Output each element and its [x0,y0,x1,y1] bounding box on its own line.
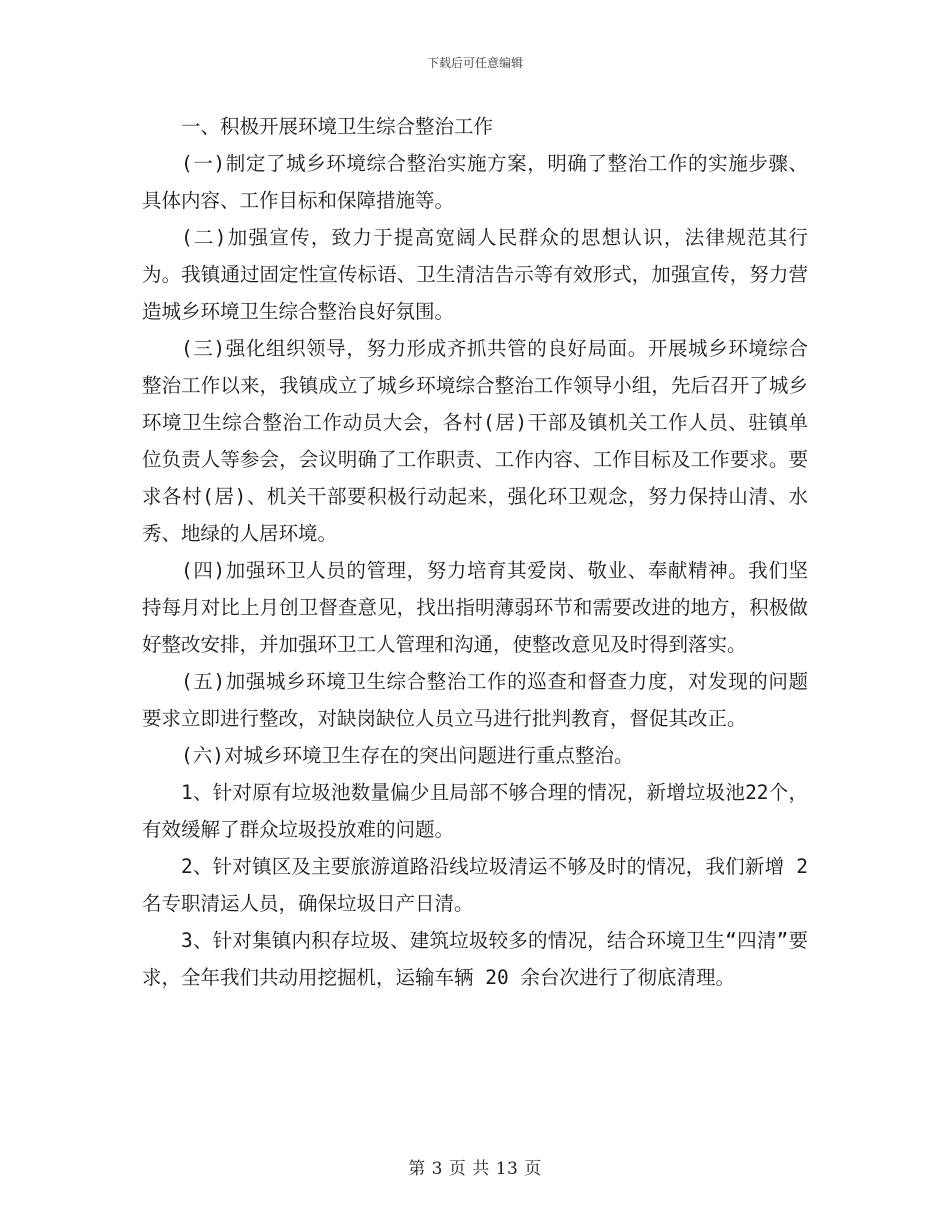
section-heading: 一、积极开展环境卫生综合整治工作 [181,115,494,138]
paragraph-6: (六)对城乡环境卫生存在的突出问题进行重点整治。 [181,744,634,767]
page-header: 下载后可任意编辑 [426,56,523,70]
paragraph-4: (四)加强环卫人员的管理，努力培育其爱岗、敬业、奉献精神。我们坚持每月对比上月创卫督查意见，找出指明薄弱环节和需要改进的地方，积极做好整改安排，并加强环卫工人管理和沟通，使整改意见及时得到落实。 [142,559,808,656]
paragraph-5: (五)加强城乡环境卫生综合整治工作的巡查和督查力度，对发现的问题要求立即进行整改，对缺岗缺位人员立马进行批判教育，督促其改正。 [142,670,808,730]
document-body [142,108,808,996]
paragraph-1: (一)制定了城乡环境综合整治实施方案，明确了整治工作的实施步骤、具体内容、工作目标和保障措施等。 [142,152,808,212]
paragraph-8: 2、针对镇区及主要旅游道路沿线垃圾清运不够及时的情况，我们新增 2 名专职清运人员，确保垃圾日产日清。 [142,855,808,915]
paragraph-9: 3、针对集镇内积存垃圾、建筑垃圾较多的情况，结合环境卫生“四清”要求，全年我们共动用挖掘机，运输车辆 20 余台次进行了彻底清理。 [142,929,808,989]
paragraph-3: (三)强化组织领导，努力形成齐抓共管的良好局面。开展城乡环境综合整治工作以来，我镇成立了城乡环境综合整治工作领导小组，先后召开了城乡环境卫生综合整治工作动员大会，各村(居)干部及镇机关工作人员、驻镇单位负责人等参会，会议明确了工作职责、工作内容、工作目标及工作要求。要求各村(居)、机关干部要积极行动起来，强化环卫观念，努力保持山清、水秀、地绿的人居环境。 [142,337,808,545]
page-number: 第 3 页 共 13 页 [408,1159,542,1179]
paragraph-7: 1、针对原有垃圾池数量偏少且局部不够合理的情况，新增垃圾池22个，有效缓解了群众垃圾投放难的问题。 [142,781,808,841]
paragraph-2: (二)加强宣传，致力于提高宽阔人民群众的思想认识，法律规范其行为。我镇通过固定性宣传标语、卫生清洁告示等有效形式，加强宣传，努力营造城乡环境卫生综合整治良好氛围。 [142,226,808,323]
